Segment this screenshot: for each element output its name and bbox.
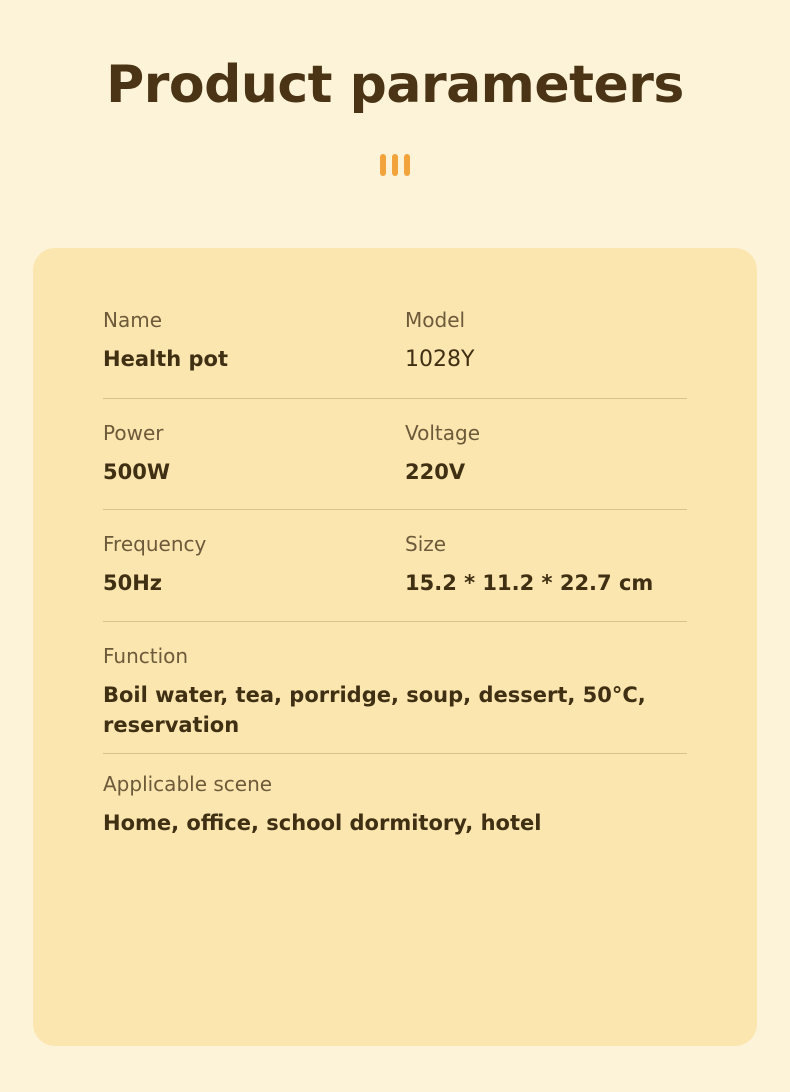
spec-label: Frequency — [103, 532, 207, 557]
title-divider-icon — [0, 154, 790, 176]
page-title: Product parameters — [106, 55, 684, 115]
spec-value: Boil water, tea, porridge, soup, dessert, 50°C, reservation — [103, 682, 646, 738]
row-divider — [103, 753, 687, 754]
spec-label: Model — [405, 308, 466, 332]
spec-label: Applicable scene — [103, 771, 273, 796]
divider-mark-1 — [380, 154, 386, 176]
spec-cell-model — [395, 308, 687, 376]
row-divider — [103, 509, 687, 510]
spec-cell-frequency — [103, 532, 395, 598]
spec-cell-voltage — [395, 421, 687, 487]
spec-value: Health pot — [103, 347, 228, 371]
spec-value: 500W — [103, 459, 170, 484]
table-row — [69, 772, 721, 838]
spec-label: Power — [103, 420, 164, 445]
spec-value: 50Hz — [103, 571, 163, 596]
spec-label: Function — [103, 643, 189, 668]
spec-value: 220V — [405, 459, 466, 484]
spec-cell-size — [395, 532, 687, 598]
spec-value: 1028Y — [405, 347, 475, 372]
row-divider — [103, 621, 687, 622]
table-row — [69, 308, 721, 376]
table-row — [69, 421, 721, 487]
row-divider — [103, 398, 687, 399]
spec-value: 15.2 * 11.2 * 22.7 cm — [405, 571, 654, 596]
divider-mark-2 — [392, 154, 398, 176]
spec-label: Voltage — [405, 420, 481, 445]
spec-table-card — [33, 248, 757, 1046]
spec-label: Name — [103, 308, 163, 332]
spec-value: Home, office, school dormitory, hotel — [103, 810, 542, 835]
spec-cell-applicable-scene — [103, 772, 687, 838]
spec-cell-function — [103, 644, 687, 741]
spec-label: Size — [405, 532, 447, 557]
spec-cell-name — [103, 308, 395, 376]
table-row — [69, 644, 721, 741]
table-row — [69, 532, 721, 598]
divider-mark-3 — [404, 154, 410, 176]
spec-cell-power — [103, 421, 395, 487]
